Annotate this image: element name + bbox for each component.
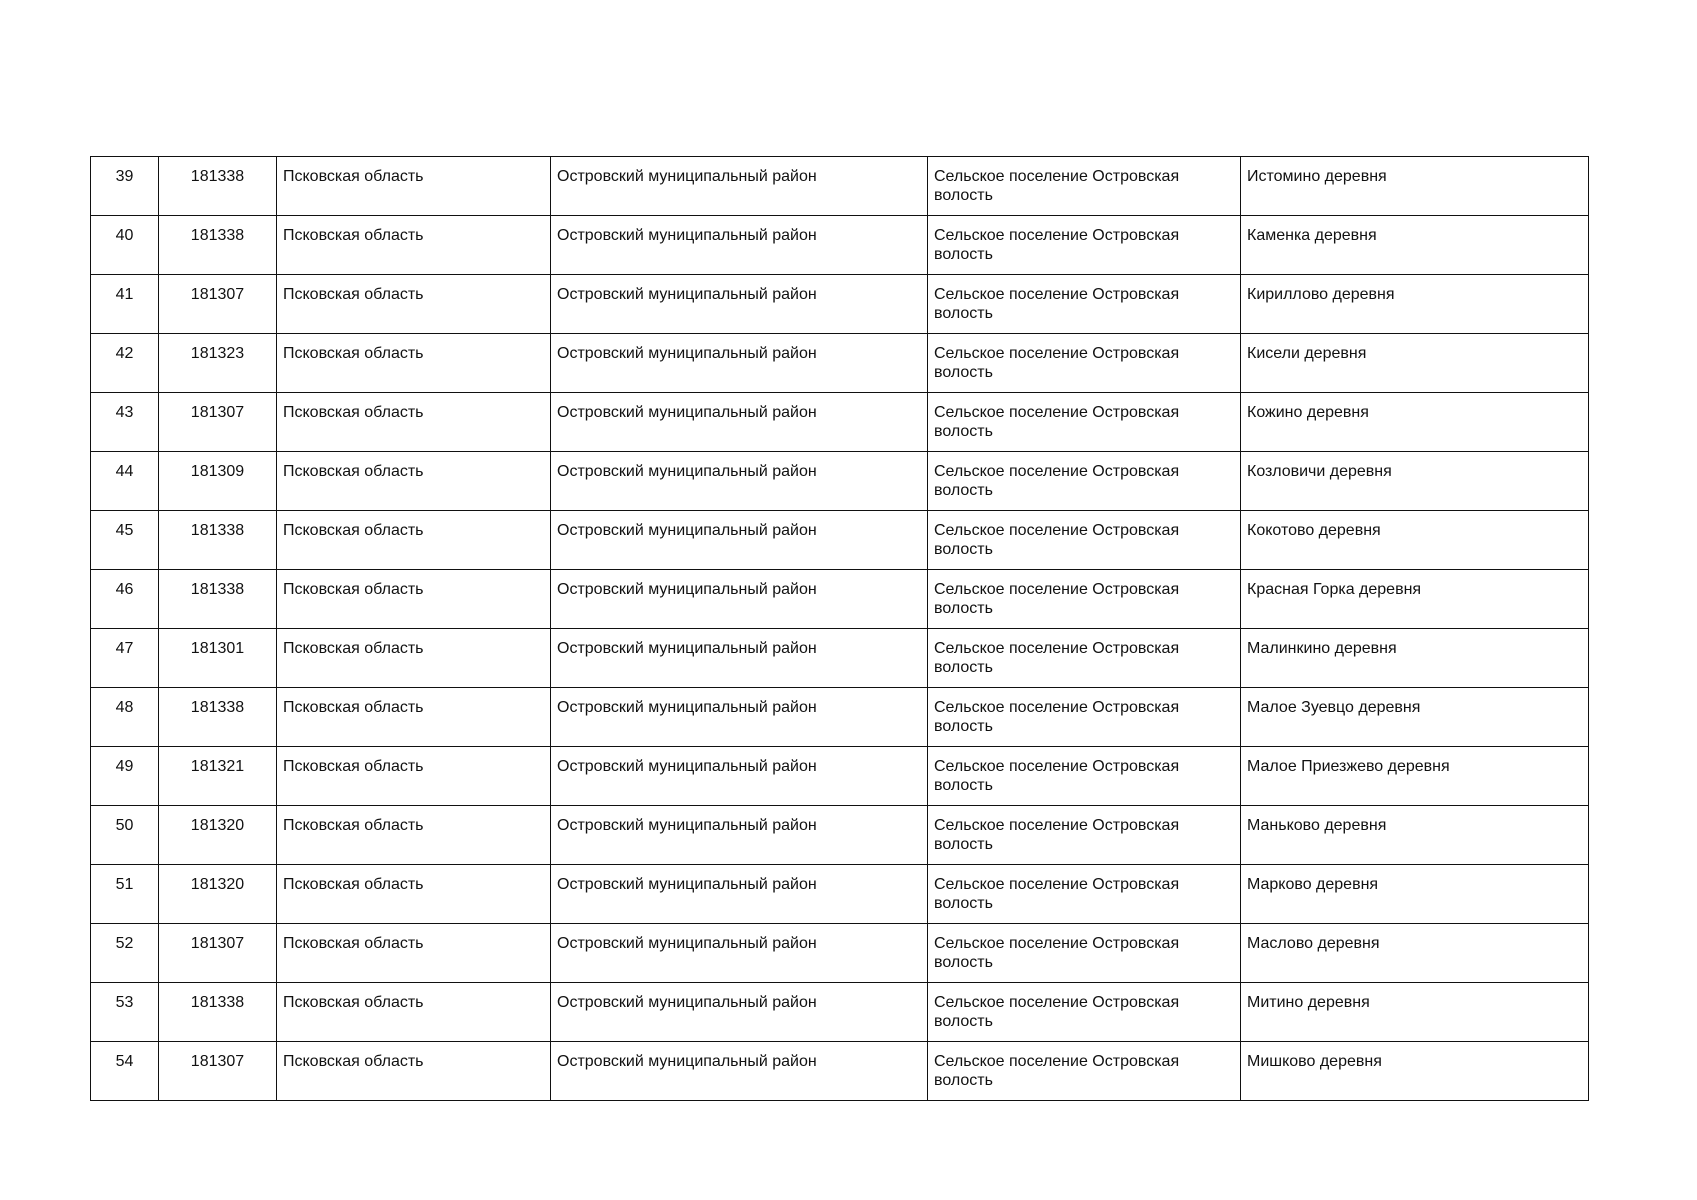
locality-cell: Кириллово деревня <box>1241 275 1589 334</box>
table-body <box>91 157 1589 1101</box>
table-row <box>91 747 1589 806</box>
region-cell: Псковская область <box>277 393 551 452</box>
postal-index-cell: 181307 <box>159 275 277 334</box>
district-cell: Островский муниципальный район <box>551 275 928 334</box>
district-cell: Островский муниципальный район <box>551 511 928 570</box>
locality-cell: Малое Приезжево деревня <box>1241 747 1589 806</box>
region-cell: Псковская область <box>277 983 551 1042</box>
district-cell: Островский муниципальный район <box>551 688 928 747</box>
postal-index-cell: 181338 <box>159 570 277 629</box>
row-number-cell: 50 <box>91 806 159 865</box>
region-cell: Псковская область <box>277 629 551 688</box>
postal-index-cell: 181338 <box>159 157 277 216</box>
district-cell: Островский муниципальный район <box>551 1042 928 1101</box>
settlement-cell: Сельское поселение Островская волость <box>928 1042 1241 1101</box>
postal-index-cell: 181320 <box>159 806 277 865</box>
document-sheet <box>90 156 1589 1101</box>
district-cell: Островский муниципальный район <box>551 629 928 688</box>
region-cell: Псковская область <box>277 452 551 511</box>
locality-cell: Каменка деревня <box>1241 216 1589 275</box>
settlement-cell: Сельское поселение Островская волость <box>928 629 1241 688</box>
district-cell: Островский муниципальный район <box>551 865 928 924</box>
table-row <box>91 806 1589 865</box>
postal-index-cell: 181301 <box>159 629 277 688</box>
table-row <box>91 924 1589 983</box>
table-row <box>91 275 1589 334</box>
district-cell: Островский муниципальный район <box>551 393 928 452</box>
settlement-cell: Сельское поселение Островская волость <box>928 275 1241 334</box>
row-number-cell: 41 <box>91 275 159 334</box>
settlement-cell: Сельское поселение Островская волость <box>928 393 1241 452</box>
settlement-cell: Сельское поселение Островская волость <box>928 452 1241 511</box>
locality-cell: Кокотово деревня <box>1241 511 1589 570</box>
locality-cell: Мишково деревня <box>1241 1042 1589 1101</box>
locality-cell: Маслово деревня <box>1241 924 1589 983</box>
district-cell: Островский муниципальный район <box>551 157 928 216</box>
table-row <box>91 570 1589 629</box>
table-row <box>91 1042 1589 1101</box>
table-row <box>91 511 1589 570</box>
region-cell: Псковская область <box>277 570 551 629</box>
locality-cell: Кисели деревня <box>1241 334 1589 393</box>
table-row <box>91 688 1589 747</box>
locality-cell: Марково деревня <box>1241 865 1589 924</box>
row-number-cell: 42 <box>91 334 159 393</box>
table-row <box>91 629 1589 688</box>
locality-cell: Кожино деревня <box>1241 393 1589 452</box>
postal-index-cell: 181307 <box>159 393 277 452</box>
locality-cell: Малое Зуевцо деревня <box>1241 688 1589 747</box>
settlement-cell: Сельское поселение Островская волость <box>928 983 1241 1042</box>
postal-index-cell: 181307 <box>159 1042 277 1101</box>
locality-cell: Козловичи деревня <box>1241 452 1589 511</box>
row-number-cell: 54 <box>91 1042 159 1101</box>
localities-table <box>90 156 1589 1101</box>
row-number-cell: 39 <box>91 157 159 216</box>
table-row <box>91 983 1589 1042</box>
postal-index-cell: 181338 <box>159 983 277 1042</box>
region-cell: Псковская область <box>277 806 551 865</box>
postal-index-cell: 181338 <box>159 216 277 275</box>
district-cell: Островский муниципальный район <box>551 216 928 275</box>
region-cell: Псковская область <box>277 688 551 747</box>
district-cell: Островский муниципальный район <box>551 452 928 511</box>
table-row <box>91 393 1589 452</box>
postal-index-cell: 181320 <box>159 865 277 924</box>
postal-index-cell: 181338 <box>159 688 277 747</box>
table-row <box>91 216 1589 275</box>
region-cell: Псковская область <box>277 216 551 275</box>
settlement-cell: Сельское поселение Островская волость <box>928 806 1241 865</box>
region-cell: Псковская область <box>277 1042 551 1101</box>
row-number-cell: 43 <box>91 393 159 452</box>
table-row <box>91 334 1589 393</box>
row-number-cell: 49 <box>91 747 159 806</box>
row-number-cell: 51 <box>91 865 159 924</box>
district-cell: Островский муниципальный район <box>551 983 928 1042</box>
table-row <box>91 452 1589 511</box>
settlement-cell: Сельское поселение Островская волость <box>928 747 1241 806</box>
row-number-cell: 47 <box>91 629 159 688</box>
district-cell: Островский муниципальный район <box>551 924 928 983</box>
settlement-cell: Сельское поселение Островская волость <box>928 865 1241 924</box>
locality-cell: Красная Горка деревня <box>1241 570 1589 629</box>
row-number-cell: 53 <box>91 983 159 1042</box>
district-cell: Островский муниципальный район <box>551 747 928 806</box>
row-number-cell: 45 <box>91 511 159 570</box>
postal-index-cell: 181338 <box>159 511 277 570</box>
locality-cell: Митино деревня <box>1241 983 1589 1042</box>
settlement-cell: Сельское поселение Островская волость <box>928 216 1241 275</box>
region-cell: Псковская область <box>277 511 551 570</box>
locality-cell: Малинкино деревня <box>1241 629 1589 688</box>
region-cell: Псковская область <box>277 924 551 983</box>
settlement-cell: Сельское поселение Островская волость <box>928 157 1241 216</box>
locality-cell: Истомино деревня <box>1241 157 1589 216</box>
settlement-cell: Сельское поселение Островская волость <box>928 924 1241 983</box>
region-cell: Псковская область <box>277 334 551 393</box>
locality-cell: Маньково деревня <box>1241 806 1589 865</box>
table-row <box>91 157 1589 216</box>
row-number-cell: 40 <box>91 216 159 275</box>
settlement-cell: Сельское поселение Островская волость <box>928 570 1241 629</box>
region-cell: Псковская область <box>277 157 551 216</box>
row-number-cell: 44 <box>91 452 159 511</box>
region-cell: Псковская область <box>277 865 551 924</box>
district-cell: Островский муниципальный район <box>551 806 928 865</box>
row-number-cell: 52 <box>91 924 159 983</box>
district-cell: Островский муниципальный район <box>551 334 928 393</box>
settlement-cell: Сельское поселение Островская волость <box>928 334 1241 393</box>
region-cell: Псковская область <box>277 747 551 806</box>
row-number-cell: 46 <box>91 570 159 629</box>
region-cell: Псковская область <box>277 275 551 334</box>
settlement-cell: Сельское поселение Островская волость <box>928 688 1241 747</box>
district-cell: Островский муниципальный район <box>551 570 928 629</box>
settlement-cell: Сельское поселение Островская волость <box>928 511 1241 570</box>
postal-index-cell: 181321 <box>159 747 277 806</box>
row-number-cell: 48 <box>91 688 159 747</box>
postal-index-cell: 181309 <box>159 452 277 511</box>
postal-index-cell: 181323 <box>159 334 277 393</box>
table-row <box>91 865 1589 924</box>
postal-index-cell: 181307 <box>159 924 277 983</box>
